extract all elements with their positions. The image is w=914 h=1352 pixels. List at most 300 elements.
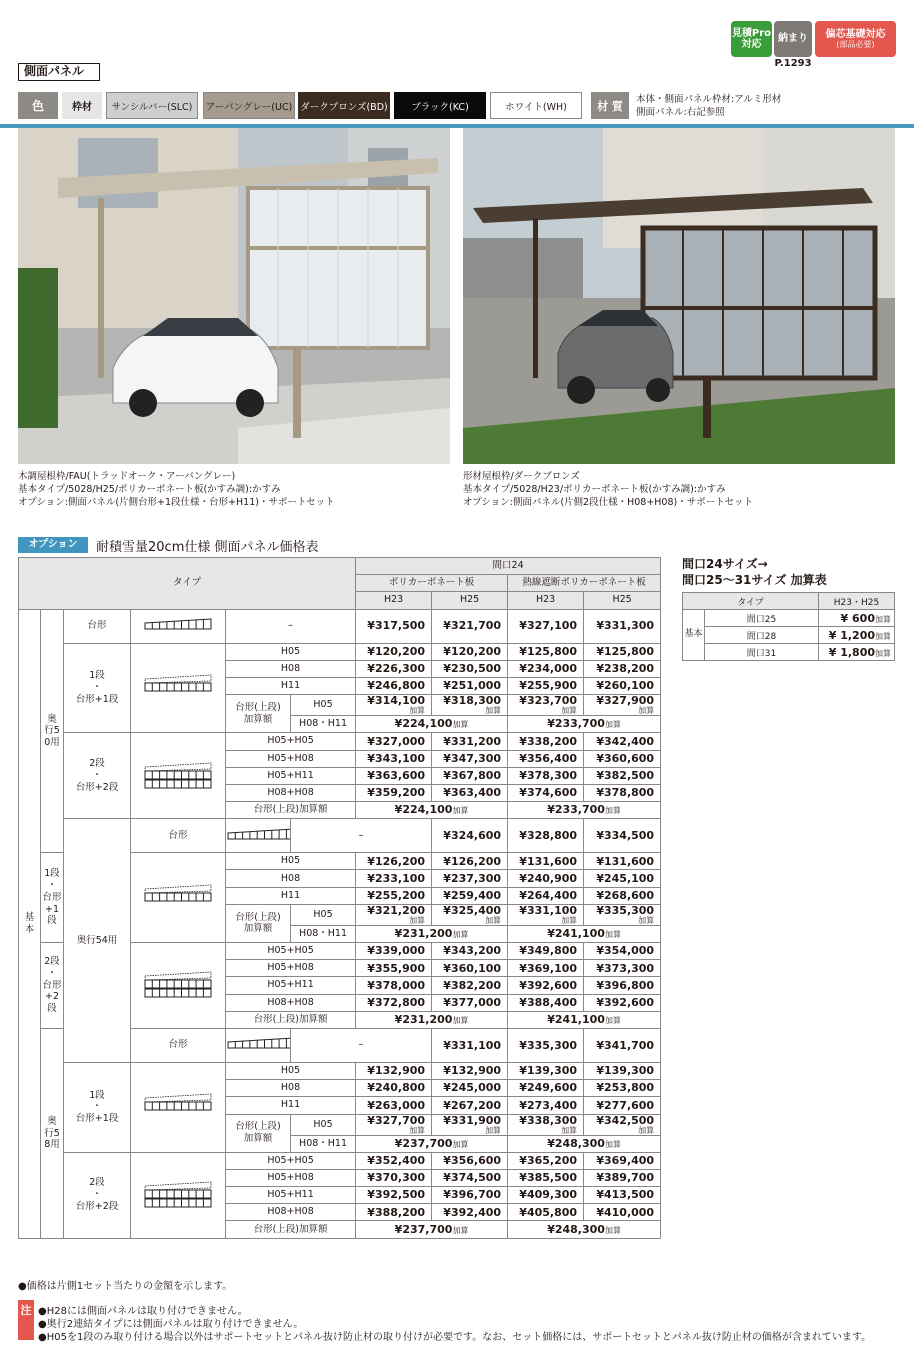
- dash-cell: [226, 609, 356, 643]
- side-type-value: 間口31: [746, 648, 777, 659]
- daikei-cell: [64, 609, 131, 643]
- price-value: ¥314,100: [367, 694, 426, 708]
- price-cell: [584, 677, 661, 694]
- height-label: H05: [313, 699, 333, 711]
- price-value: ¥349,800: [519, 944, 578, 958]
- height-cell: [226, 767, 356, 784]
- kasan-label: 加算: [452, 1225, 469, 1235]
- add-value: ¥241,100: [547, 1013, 605, 1027]
- price-cell: [356, 643, 432, 660]
- height-cell: [291, 925, 356, 942]
- kihon-cell: [19, 609, 41, 1238]
- side-price-value: 1,200: [840, 628, 875, 642]
- price-value: ¥334,500: [596, 828, 655, 842]
- side-title-line: 間口24サイズ→: [682, 557, 768, 571]
- price-cell: [356, 784, 432, 801]
- daikei-label: 台形: [168, 1039, 188, 1051]
- kasan-label: 加算: [409, 706, 426, 716]
- price-cell: [432, 643, 508, 660]
- carport-photo-gray-car: [463, 128, 895, 464]
- price-cell: [356, 695, 432, 716]
- price-value: ¥255,200: [367, 888, 426, 902]
- color-chip-kc: ブラック(KC): [394, 92, 486, 119]
- kasan-label: 加算: [485, 706, 502, 716]
- height-label: H05: [280, 855, 301, 867]
- price-value: ¥413,500: [596, 1188, 655, 1202]
- panel-diagram-icon: [226, 1030, 291, 1060]
- dash: –: [288, 620, 293, 632]
- price-value: ¥360,100: [443, 961, 502, 975]
- side-row: [683, 644, 895, 661]
- price-cell: [508, 609, 584, 643]
- dan2-cell: [64, 733, 131, 819]
- price-cell: [508, 733, 584, 750]
- height-label: H08・H11: [299, 718, 348, 730]
- price-value: ¥382,500: [596, 769, 655, 782]
- price-value: ¥132,900: [443, 1064, 502, 1078]
- price-value: ¥331,200: [443, 734, 502, 748]
- price-cell: [432, 904, 508, 925]
- table-row: [19, 643, 661, 660]
- frame-label: 枠材: [62, 92, 102, 119]
- kasan-label: 加算: [485, 1125, 502, 1135]
- add-value: ¥237,700: [394, 1222, 453, 1236]
- price-value: ¥388,200: [367, 1205, 426, 1219]
- side-col-cell: [819, 593, 895, 610]
- price-value: ¥233,100: [367, 871, 426, 885]
- height-label: H05+H08: [267, 752, 314, 764]
- height-label: H05: [313, 1118, 333, 1130]
- height-label: H05+H05: [267, 945, 314, 957]
- price-cell: [356, 1062, 432, 1079]
- dan2-label: 2段 ・ 台形+2段: [75, 757, 119, 793]
- price-value: ¥356,400: [519, 751, 578, 765]
- caution-label: 注: [18, 1300, 34, 1340]
- price-cell: [508, 1152, 584, 1169]
- add-value: ¥224,100: [394, 803, 453, 817]
- price-cell: [356, 977, 432, 994]
- panel-diagram-icon: [143, 883, 213, 913]
- price-value: ¥132,900: [367, 1064, 426, 1078]
- kasan-label: 加算: [452, 806, 469, 816]
- height-label: H11: [280, 1099, 301, 1111]
- price-cell: [432, 733, 508, 750]
- price-value: ¥392,500: [367, 1188, 426, 1202]
- daikei-ue-row-cell: [226, 1221, 356, 1238]
- badge-text: 偏芯基礎対応: [825, 28, 886, 40]
- kasan-label: 加算: [604, 720, 621, 730]
- price-value: ¥359,200: [367, 786, 426, 800]
- kasan-label: 加算: [875, 648, 891, 658]
- kasan-label: 加算: [452, 930, 469, 940]
- price-value: ¥367,800: [443, 769, 502, 782]
- table-row: [19, 733, 661, 750]
- price-value: ¥341,700: [596, 1038, 655, 1052]
- panel-diagram-icon: [226, 821, 291, 851]
- price-cell: [584, 819, 661, 853]
- kasan-label: 加算: [561, 1125, 578, 1135]
- price-cell: [356, 733, 432, 750]
- depth-label: 奥行50用: [44, 713, 60, 748]
- daikei-ue-row-cell: [226, 802, 356, 819]
- price-cell: [584, 733, 661, 750]
- side-type-header: タイプ: [737, 597, 764, 608]
- price-cell: [432, 960, 508, 977]
- kasan-label: 加算: [452, 720, 469, 730]
- depth-cell: [64, 819, 131, 1063]
- kasan-label: 加算: [875, 614, 891, 624]
- panel-diagram-icon: [143, 1092, 213, 1122]
- price-value: ¥369,400: [596, 1154, 655, 1167]
- price-cell: [432, 609, 508, 643]
- price-cell: [356, 960, 432, 977]
- height-header-cell: [432, 592, 508, 609]
- price-value: ¥126,200: [367, 854, 426, 868]
- price-value: ¥264,400: [519, 888, 578, 902]
- daikei-ue-cell: [226, 1114, 291, 1152]
- henshin-kiso-badge: [815, 21, 896, 57]
- price-cell: [508, 904, 584, 925]
- side-type-value: 間口28: [746, 631, 777, 642]
- price-value: ¥389,700: [596, 1171, 655, 1185]
- price-value: ¥343,200: [443, 944, 502, 958]
- price-cell: [432, 750, 508, 767]
- price-cell: [356, 943, 432, 960]
- price-cell: [508, 960, 584, 977]
- side-kihon: 基本: [684, 629, 703, 640]
- price-cell: [508, 1114, 584, 1135]
- side-price-cell: [819, 644, 895, 661]
- panel-diagram-icon: [143, 970, 213, 1000]
- panel-diagram-icon: [143, 673, 213, 703]
- price-cell: [508, 994, 584, 1011]
- dan1-label: 1段 ・ 台形+1段: [75, 670, 119, 705]
- height-cell: [226, 1152, 356, 1169]
- price-cell: [508, 977, 584, 994]
- price-value: ¥343,100: [367, 751, 426, 765]
- height-label: H08+H08: [267, 996, 314, 1008]
- price-cell: [508, 887, 584, 904]
- price-value: ¥356,600: [443, 1154, 502, 1167]
- price-cell: [508, 819, 584, 853]
- price-cell: [356, 1114, 432, 1135]
- price-cell: [432, 1028, 508, 1062]
- daikei-icon-cell: [131, 609, 226, 643]
- add-cell: [508, 1221, 661, 1238]
- price-value: ¥267,200: [443, 1098, 502, 1112]
- price-value: ¥370,300: [367, 1171, 426, 1185]
- price-cell: [432, 1080, 508, 1097]
- daikei-ue-label: 台形(上段) 加算額: [235, 701, 281, 725]
- price-value: ¥335,300: [596, 904, 655, 917]
- add-value: ¥248,300: [547, 1136, 605, 1150]
- price-value: ¥251,000: [443, 679, 502, 693]
- dan1-cell: [64, 1062, 131, 1152]
- price-cell: [584, 1062, 661, 1079]
- caption-line: 形材屋根枠/ダークブロンズ: [463, 471, 580, 482]
- dan1-cell: [64, 643, 131, 733]
- price-cell: [584, 977, 661, 994]
- price-value: ¥240,900: [519, 871, 578, 885]
- section-title: 側面パネル: [18, 63, 100, 81]
- price-cell: [584, 1097, 661, 1114]
- daikei-ue-row-cell: [226, 1011, 356, 1028]
- price-value: ¥139,300: [519, 1064, 578, 1078]
- price-cell: [432, 767, 508, 784]
- note-line: ●H05を1段のみ取り付ける場合以外はサポートセットとパネル抜け防止材の取り付けが必要です。なお、セット価格には、サポートセットとパネル抜け防止材の価格が含まれています。: [38, 1332, 872, 1343]
- depth-cell: [41, 609, 64, 853]
- price-cell: [508, 853, 584, 870]
- price-value: ¥338,200: [519, 734, 578, 748]
- height-cell: [226, 643, 356, 660]
- price-cell: [584, 695, 661, 716]
- price-cell: [508, 943, 584, 960]
- height-label: H05: [280, 645, 301, 657]
- price-cell: [432, 1204, 508, 1221]
- price-value: ¥374,500: [443, 1171, 502, 1185]
- price-value: ¥139,300: [596, 1064, 655, 1078]
- price-cell: [356, 677, 432, 694]
- price-cell: [508, 750, 584, 767]
- height-label: H08・H11: [299, 1137, 348, 1149]
- height-label: H05+H05: [267, 1154, 314, 1166]
- height-label: H05+H11: [267, 979, 314, 991]
- height-cell: [226, 870, 356, 887]
- daikei-ue-label: 台形(上段) 加算額: [235, 911, 281, 935]
- price-cell: [356, 853, 432, 870]
- side-addition-table: [682, 592, 895, 661]
- price-value: ¥354,000: [596, 944, 655, 958]
- price-cell: [508, 1062, 584, 1079]
- color-chip-wh: ホワイト(WH): [490, 92, 582, 119]
- price-value: ¥324,600: [443, 828, 502, 842]
- price-value: ¥342,400: [596, 734, 655, 748]
- kasan-label: 加算: [604, 1016, 621, 1026]
- table-header-row: [19, 558, 661, 575]
- price-cell: [508, 767, 584, 784]
- height-header: H23: [535, 594, 556, 606]
- price-cell: [356, 660, 432, 677]
- kasan-label: 加算: [561, 706, 578, 716]
- price-cell: [356, 1187, 432, 1204]
- price-value: ¥268,600: [596, 888, 655, 902]
- price-cell: [584, 660, 661, 677]
- badge-text: 見積Pro 対応: [731, 27, 772, 50]
- photo-caption-left: [18, 470, 335, 509]
- poly-header: ポリカーボネート板: [388, 577, 475, 589]
- maguchi-header: 間口24: [492, 560, 524, 572]
- price-value: ¥237,300: [443, 871, 502, 885]
- price-value: ¥355,900: [367, 961, 426, 975]
- photo-caption-right: [463, 470, 753, 509]
- depth-cell: [41, 1028, 64, 1238]
- height-cell: [291, 695, 356, 716]
- height-label: H08: [280, 872, 301, 884]
- height-cell: [226, 733, 356, 750]
- price-value: ¥323,700: [519, 694, 578, 708]
- price-value: ¥277,600: [596, 1098, 655, 1112]
- add-cell: [356, 925, 508, 942]
- side-type-value-cell: [705, 644, 819, 661]
- yen-sign: ¥: [828, 628, 837, 642]
- price-cell: [432, 994, 508, 1011]
- price-cell: [356, 870, 432, 887]
- height-cell: [226, 1062, 356, 1079]
- height-cell: [291, 904, 356, 925]
- height-label: H08+H08: [267, 1206, 314, 1218]
- price-cell: [432, 784, 508, 801]
- price-value: ¥253,800: [596, 1081, 655, 1095]
- price-cell: [584, 1204, 661, 1221]
- price-cell: [356, 887, 432, 904]
- height-cell: [226, 1187, 356, 1204]
- material-text: [636, 93, 781, 119]
- price-cell: [432, 870, 508, 887]
- page-reference[interactable]: P.1293: [774, 58, 812, 69]
- caption-line: 木調屋根枠/FAU(トラッドオーク・アーバングレー): [18, 471, 236, 482]
- kasan-label: 加算: [604, 1225, 621, 1235]
- price-cell: [584, 1152, 661, 1169]
- price-value: ¥249,600: [519, 1081, 578, 1095]
- height-cell: [226, 943, 356, 960]
- table-row: [19, 1062, 661, 1079]
- note-price-basis: ●価格は片側1セット当たりの金額を示します。: [18, 1281, 233, 1292]
- kasan-label: 加算: [604, 806, 621, 816]
- nomari-badge: [774, 21, 812, 57]
- price-cell: [508, 660, 584, 677]
- price-cell: [508, 677, 584, 694]
- kasan-label: 加算: [409, 915, 426, 925]
- height-cell: [291, 716, 356, 733]
- price-value: ¥378,800: [596, 786, 655, 800]
- option-tag: オプション: [18, 537, 88, 553]
- price-value: ¥131,600: [596, 854, 655, 868]
- depth-label: 奥行54用: [76, 934, 118, 946]
- price-cell: [432, 660, 508, 677]
- price-cell: [584, 994, 661, 1011]
- height-label: H05+H08: [267, 1171, 314, 1183]
- price-value: ¥327,000: [367, 734, 426, 748]
- price-value: ¥240,800: [367, 1081, 426, 1095]
- add-cell: [356, 716, 508, 733]
- maguchi-header-cell: [356, 558, 661, 575]
- side-col-header: H23・H25: [833, 597, 880, 608]
- caption-line: オプション:側面パネル(片側台形+1段仕様・台形+H11)・サポートセット: [18, 497, 335, 508]
- height-cell: [226, 1080, 356, 1097]
- height-cell: [226, 887, 356, 904]
- height-header-cell: [584, 592, 661, 609]
- netsu-header-cell: [508, 575, 661, 592]
- height-label: H11: [280, 889, 301, 901]
- price-cell: [508, 870, 584, 887]
- price-cell: [584, 609, 661, 643]
- price-cell: [508, 1204, 584, 1221]
- price-cell: [356, 1204, 432, 1221]
- dan1-label: 1段 ・ 台形+1段: [42, 867, 62, 927]
- price-value: ¥255,900: [519, 679, 578, 693]
- carport-photo-white-car: [18, 128, 450, 464]
- height-header: H25: [612, 594, 632, 606]
- price-value: ¥327,900: [596, 694, 655, 708]
- price-cell: [508, 643, 584, 660]
- price-cell: [584, 1080, 661, 1097]
- price-cell: [584, 904, 661, 925]
- price-cell: [584, 1187, 661, 1204]
- height-label: H08: [280, 1082, 301, 1094]
- badge-text: 納まり: [778, 33, 808, 45]
- panel-diagram-icon: [143, 761, 213, 791]
- add-value: ¥237,700: [394, 1136, 453, 1150]
- price-cell: [508, 1080, 584, 1097]
- material-line: 本体・側面パネル枠材:アルミ形材: [636, 94, 782, 105]
- panel-diagram-icon: [143, 611, 213, 641]
- side-kihon-cell: [683, 610, 705, 661]
- kasan-label: 加算: [452, 1016, 469, 1026]
- add-cell: [356, 1135, 508, 1152]
- price-cell: [356, 750, 432, 767]
- price-value: ¥385,500: [519, 1171, 578, 1185]
- height-cell: [226, 750, 356, 767]
- daikei-cell: [131, 819, 226, 853]
- price-value: ¥328,800: [519, 828, 578, 842]
- height-cell: [226, 1097, 356, 1114]
- price-cell: [584, 1114, 661, 1135]
- price-value: ¥396,800: [596, 978, 655, 992]
- yen-sign: ¥: [828, 645, 837, 659]
- daikei-ue-cell: [226, 695, 291, 733]
- add-value: ¥248,300: [547, 1222, 605, 1236]
- color-chip-bd: ダークブロンズ(BD): [298, 92, 390, 119]
- side-price-value: 600: [852, 611, 875, 625]
- daikei-label: 台形: [168, 829, 188, 841]
- side-header-row: [683, 593, 895, 610]
- price-cell: [432, 695, 508, 716]
- dan1-icon-cell: [131, 643, 226, 733]
- type-header: タイプ: [173, 577, 202, 589]
- price-cell: [584, 643, 661, 660]
- color-label: 色: [18, 92, 58, 119]
- price-value: ¥234,000: [519, 662, 578, 676]
- price-cell: [356, 994, 432, 1011]
- price-cell: [432, 943, 508, 960]
- price-value: ¥120,200: [367, 644, 426, 658]
- price-value: ¥245,100: [596, 871, 655, 885]
- price-value: ¥342,500: [596, 1114, 655, 1127]
- price-table-title: 耐積雪量20cm仕様 側面パネル価格表: [96, 540, 319, 555]
- kasan-label: 加算: [452, 1139, 469, 1149]
- price-value: ¥321,200: [367, 904, 426, 917]
- panel-diagram-icon: [143, 1180, 213, 1210]
- height-cell: [291, 1135, 356, 1152]
- price-value: ¥125,800: [519, 644, 578, 658]
- price-cell: [584, 1028, 661, 1062]
- height-cell: [226, 660, 356, 677]
- kasan-label: 加算: [638, 706, 655, 716]
- price-value: ¥317,500: [367, 619, 426, 633]
- price-value: ¥388,400: [519, 995, 578, 1009]
- price-cell: [356, 1169, 432, 1186]
- price-cell: [432, 1152, 508, 1169]
- price-cell: [432, 887, 508, 904]
- price-cell: [432, 1187, 508, 1204]
- add-cell: [508, 716, 661, 733]
- price-value: ¥325,400: [443, 904, 502, 917]
- height-cell: [291, 1114, 356, 1135]
- height-label: H05+H08: [267, 962, 314, 974]
- add-value: ¥224,100: [394, 717, 453, 731]
- side-type-cell: [683, 593, 819, 610]
- height-label: H08・H11: [299, 927, 348, 939]
